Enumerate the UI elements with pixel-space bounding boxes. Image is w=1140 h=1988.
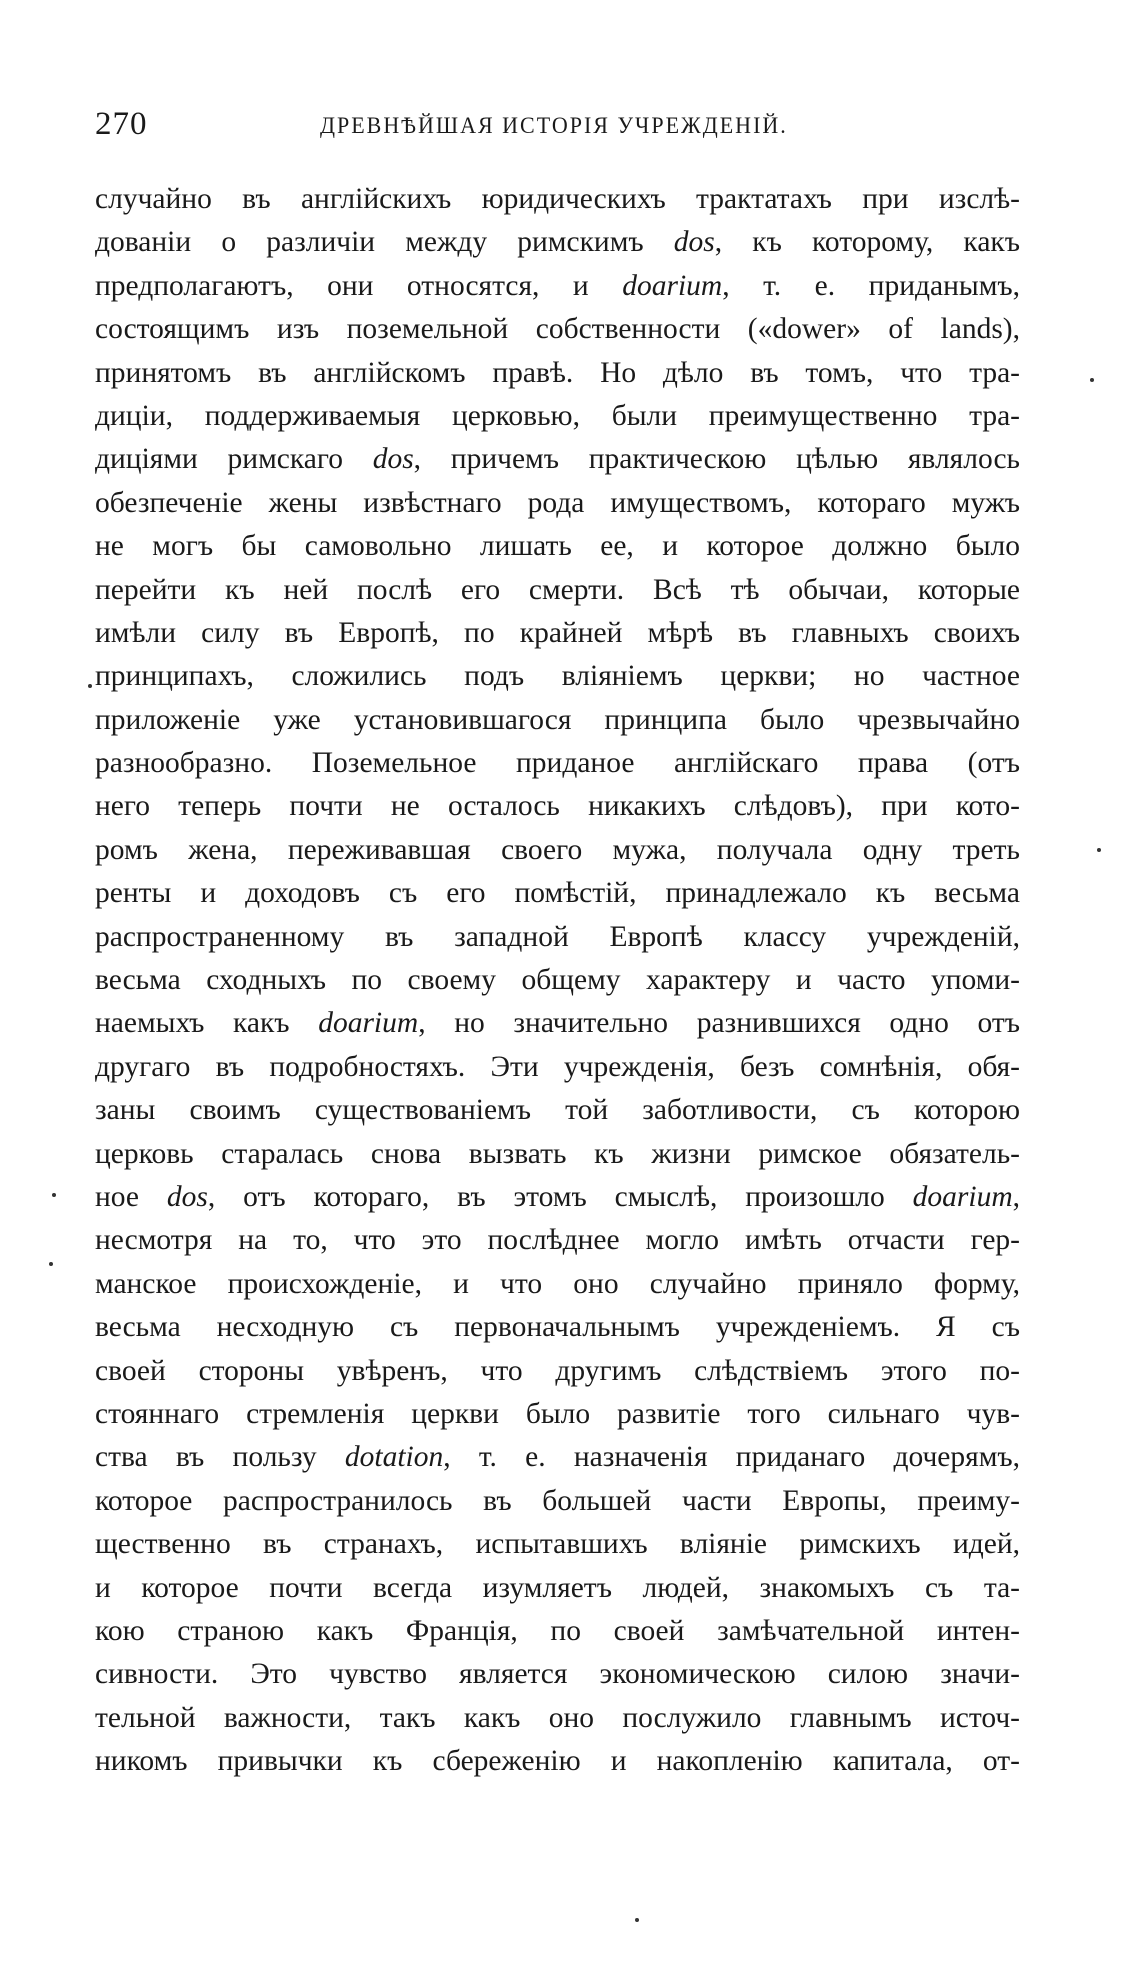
text-segment: наемыхъ какъ <box>95 1007 319 1040</box>
text-segment: имѣли силу въ Европѣ, по крайней мѣрѣ въ главныхъ своихъ <box>95 616 1020 649</box>
text-line <box>95 569 1020 612</box>
page-number: 270 <box>95 106 148 142</box>
italic-term: doarium <box>622 269 723 302</box>
text-line <box>95 1697 1020 1740</box>
text-segment: принятомъ въ англійскомъ правѣ. Но дѣло въ томъ, что тра- <box>95 356 1020 389</box>
text-segment: состоящимъ изъ поземельной собственности («dower» of lands), <box>95 313 1020 346</box>
text-segment: , къ которому, какъ <box>714 226 1020 259</box>
margin-speck <box>635 1918 639 1922</box>
text-line <box>95 1350 1020 1393</box>
margin-speck <box>88 684 92 688</box>
text-segment: ства въ пользу <box>95 1441 345 1474</box>
text-line <box>95 482 1020 525</box>
text-segment: дованіи о различіи между римскимъ <box>95 226 674 259</box>
text-line <box>95 178 1020 221</box>
text-line <box>95 265 1020 308</box>
text-segment: перейти къ ней послѣ его смерти. Всѣ тѣ обычаи, которые <box>95 573 1020 606</box>
text-segment: разнообразно. Поземельное приданое англійскаго права (отъ <box>95 747 1020 780</box>
text-line <box>95 612 1020 655</box>
text-line <box>95 1046 1020 1089</box>
text-segment: распространенному въ западной Европѣ классу учрежденій, <box>95 920 1020 953</box>
text-line <box>95 1089 1020 1132</box>
text-line <box>95 1176 1020 1219</box>
text-line <box>95 699 1020 742</box>
margin-speck <box>52 1193 56 1197</box>
text-segment: и которое почти всегда изумляетъ людей, знакомыхъ съ та- <box>95 1571 1020 1604</box>
text-segment: обезпеченіе жены извѣстнаго рода имуществомъ, котораго мужъ <box>95 486 1020 519</box>
text-segment: весьма несходную съ первоначальнымъ учрежденіемъ. Я съ <box>95 1311 1020 1344</box>
text-line <box>95 1393 1020 1436</box>
text-segment: никомъ привычки къ сбереженію и накопленію капитала, от- <box>95 1745 1020 1778</box>
text-line <box>95 959 1020 1002</box>
text-line <box>95 221 1020 264</box>
margin-speck <box>1090 378 1094 382</box>
text-segment: , т. е. назначенія приданаго дочерямъ, <box>443 1441 1020 1474</box>
text-segment: случайно въ англійскихъ юридическихъ трактатахъ при изслѣ- <box>95 183 1020 215</box>
text-line <box>95 1263 1020 1306</box>
margin-speck <box>1097 848 1101 852</box>
text-line <box>95 1653 1020 1696</box>
text-segment: диціями римскаго <box>95 443 373 476</box>
body-text <box>95 178 1020 1783</box>
text-line <box>95 308 1020 351</box>
running-title: ДРЕВНѢЙШАЯ ИСТОРІЯ УЧРЕЖДЕНІЙ. <box>320 112 788 139</box>
text-line <box>95 1133 1020 1176</box>
text-segment: приложеніе уже установившагося принципа было чрезвычайно <box>95 703 1020 736</box>
running-head <box>95 104 1015 154</box>
text-segment: которое распространилось въ большей части Европы, преиму- <box>95 1484 1020 1517</box>
italic-term: dotation <box>344 1441 444 1474</box>
text-line <box>95 1567 1020 1610</box>
text-segment: щественно въ странахъ, испытавшихъ вліяніе римскихъ идей, <box>95 1528 1020 1561</box>
text-segment: церковь старалась снова вызвать къ жизни римское обязатель- <box>95 1137 1020 1170</box>
text-segment: , т. е. приданымъ, <box>722 269 1020 302</box>
text-segment: сивности. Это чувство является экономическою силою значи- <box>95 1658 1020 1691</box>
text-line <box>95 1219 1020 1262</box>
text-line <box>95 1306 1020 1349</box>
text-segment: кою страною какъ Францiя, по своей замѣчательной интен- <box>95 1614 1020 1647</box>
text-line <box>95 872 1020 915</box>
text-segment: диціи, поддерживаемыя церковью, были преимущественно тра- <box>95 399 1020 432</box>
text-line <box>95 1523 1020 1566</box>
margin-speck <box>49 1262 53 1266</box>
text-segment: , отъ котораго, въ этомъ смыслѣ, произошло <box>207 1180 913 1213</box>
text-line <box>95 1740 1020 1783</box>
text-segment: другаго въ подробностяхъ. Эти учрежденія, безъ сомнѣнія, обя- <box>95 1050 1020 1083</box>
text-segment: стояннаго стремленія церкви было развитіе того сильнаго чув- <box>95 1397 1020 1430</box>
text-segment: , но значительно разнившихся одно отъ <box>418 1007 1020 1040</box>
italic-term: dos <box>673 226 715 259</box>
text-line <box>95 1002 1020 1045</box>
text-segment: принципахъ, сложились подъ вліяніемъ церкви; но частное <box>95 660 1020 693</box>
text-line <box>95 395 1020 438</box>
text-segment: не могъ бы самовольно лишать ее, и которое должно было <box>95 530 1020 563</box>
text-segment: ромъ жена, переживавшая своего мужа, получала одну треть <box>95 833 1020 866</box>
italic-term: dos <box>372 443 414 476</box>
text-segment: предполагаютъ, они относятся, и <box>95 269 623 302</box>
italic-term: dos <box>166 1180 208 1213</box>
text-segment: ренты и доходовъ съ его помѣстій, принадлежало къ весьма <box>95 877 1020 910</box>
text-segment: ное <box>95 1180 167 1213</box>
text-line <box>95 742 1020 785</box>
text-line <box>95 438 1020 481</box>
text-line <box>95 1480 1020 1523</box>
text-line <box>95 785 1020 828</box>
italic-term: doarium <box>912 1180 1013 1213</box>
text-segment: него теперь почти не осталось никакихъ слѣдовъ), при кото- <box>95 790 1020 823</box>
text-line <box>95 1610 1020 1653</box>
text-line <box>95 916 1020 959</box>
text-segment: , причемъ практическою цѣлью являлось <box>413 443 1020 476</box>
text-segment: , <box>1012 1180 1020 1213</box>
text-segment: своей стороны увѣренъ, что другимъ слѣдствіемъ этого по- <box>95 1354 1020 1387</box>
text-line <box>95 829 1020 872</box>
text-segment: заны своимъ существованіемъ той заботливости, съ которою <box>95 1094 1020 1127</box>
text-line <box>95 655 1020 698</box>
text-line <box>95 1436 1020 1479</box>
italic-term: doarium <box>318 1007 419 1040</box>
text-line <box>95 352 1020 395</box>
text-segment: несмотря на то, что это послѣднее могло имѣть отчасти гер- <box>95 1224 1020 1257</box>
text-segment: манское происхожденіе, и что оно случайно приняло форму, <box>95 1267 1020 1300</box>
text-segment: тельной важности, такъ какъ оно послужило главнымъ источ- <box>95 1701 1020 1734</box>
text-segment: весьма сходныхъ по своему общему характеру и часто упоми- <box>95 964 1020 997</box>
text-line <box>95 525 1020 568</box>
